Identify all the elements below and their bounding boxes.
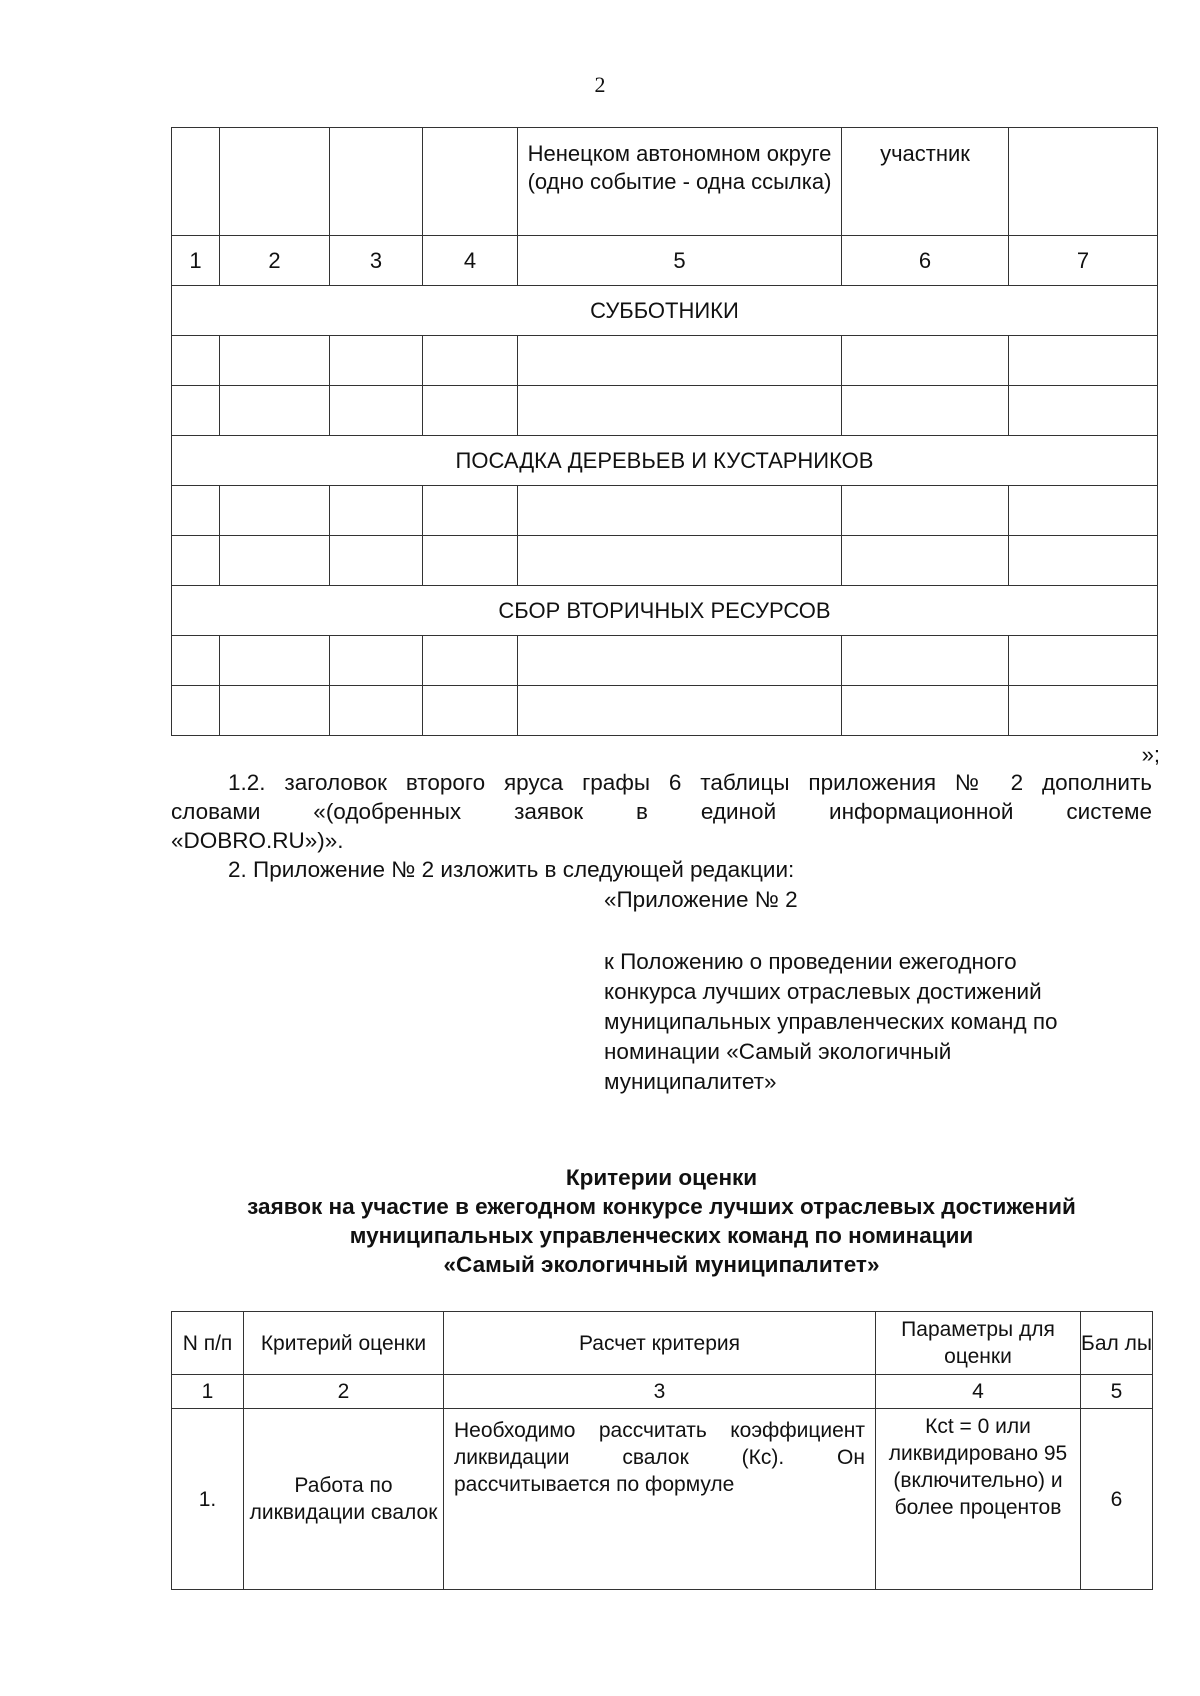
header-cell: Параметры для оценки	[876, 1312, 1081, 1375]
header-cell	[220, 128, 330, 236]
header-cell	[172, 128, 220, 236]
header-cell: участник	[842, 128, 1009, 236]
table-row	[172, 486, 1158, 536]
column-number: 5	[518, 236, 842, 286]
criteria-title	[171, 1163, 1152, 1279]
column-number: 1	[172, 236, 220, 286]
paragraph-1-2-line1: 1.2. заголовок второго яруса графы 6 таблицы приложения № 2 дополнить	[228, 770, 1152, 795]
column-number: 7	[1009, 236, 1158, 286]
section-title: ПОСАДКА ДЕРЕВЬЕВ И КУСТАРНИКОВ	[172, 436, 1158, 486]
section-row	[172, 586, 1158, 636]
column-number-row	[172, 236, 1158, 286]
criteria-title-line: Критерии оценки	[565, 1165, 758, 1190]
section-title: СУББОТНИКИ	[172, 286, 1158, 336]
paragraph-1-2-line3: «DOBRO.RU»)».	[171, 828, 344, 853]
header-cell: Расчет критерия	[444, 1312, 876, 1375]
section-row	[172, 286, 1158, 336]
results-table	[171, 127, 1158, 736]
column-number: 3	[444, 1375, 876, 1409]
row-number: 1.	[172, 1409, 244, 1590]
annex-line: номинации «Самый экологичный	[604, 1039, 952, 1064]
column-number: 6	[842, 236, 1009, 286]
table-row	[172, 636, 1158, 686]
paragraph-2: 2. Приложение № 2 изложить в следующей редакции:	[228, 857, 795, 882]
header-cell: Критерий оценки	[244, 1312, 444, 1375]
column-number: 5	[1081, 1375, 1153, 1409]
annex-line: муниципальных управленческих команд по	[604, 1009, 1058, 1034]
column-number: 3	[330, 236, 423, 286]
table-row	[172, 1409, 1153, 1590]
annex-line: конкурса лучших отраслевых достижений	[604, 979, 1042, 1004]
column-number: 2	[244, 1375, 444, 1409]
closing-quote: »;	[1141, 742, 1160, 767]
column-number: 1	[172, 1375, 244, 1409]
column-number: 4	[876, 1375, 1081, 1409]
header-cell	[330, 128, 423, 236]
annex-line: к Положению о проведении ежегодного	[604, 949, 1017, 974]
page-number: 2	[594, 72, 606, 97]
table-row	[172, 686, 1158, 736]
section-title: СБОР ВТОРИЧНЫХ РЕСУРСОВ	[172, 586, 1158, 636]
criterion-parameters: Кct = 0 или ликвидировано 95 (включительно) и более процентов	[876, 1409, 1081, 1590]
table-header-row	[172, 128, 1158, 236]
table-row	[172, 386, 1158, 436]
column-number: 4	[423, 236, 518, 286]
table-row	[172, 536, 1158, 586]
header-cell: Бал лы	[1081, 1312, 1153, 1375]
header-cell	[1009, 128, 1158, 236]
annex-title: «Приложение № 2	[604, 887, 798, 912]
annex-line: муниципалитет»	[604, 1069, 777, 1094]
table-header-row	[172, 1312, 1153, 1375]
criterion-calculation: Необходимо рассчитать коэффициент ликвидации свалок (Кс). Он рассчитывается по формуле	[444, 1409, 876, 1590]
criterion-points: 6	[1081, 1409, 1153, 1590]
criteria-title-line: муниципальных управленческих команд по номинации	[349, 1223, 974, 1248]
header-cell: Ненецком автономном округе (одно событие - одна ссылка)	[518, 128, 842, 236]
section-row	[172, 436, 1158, 486]
column-number: 2	[220, 236, 330, 286]
criterion-name: Работа по ликвидации свалок	[244, 1409, 444, 1590]
table-row	[172, 336, 1158, 386]
paragraph-1-2-line2: словами «(одобренных заявок в единой информационной системе	[171, 799, 1152, 824]
criteria-table	[171, 1311, 1153, 1590]
criteria-title-line: заявок на участие в ежегодном конкурсе лучших отраслевых достижений	[247, 1194, 1076, 1219]
criteria-title-line: «Самый экологичный муниципалитет»	[443, 1252, 880, 1277]
column-number-row	[172, 1375, 1153, 1409]
header-cell	[423, 128, 518, 236]
header-cell: N п/п	[172, 1312, 244, 1375]
